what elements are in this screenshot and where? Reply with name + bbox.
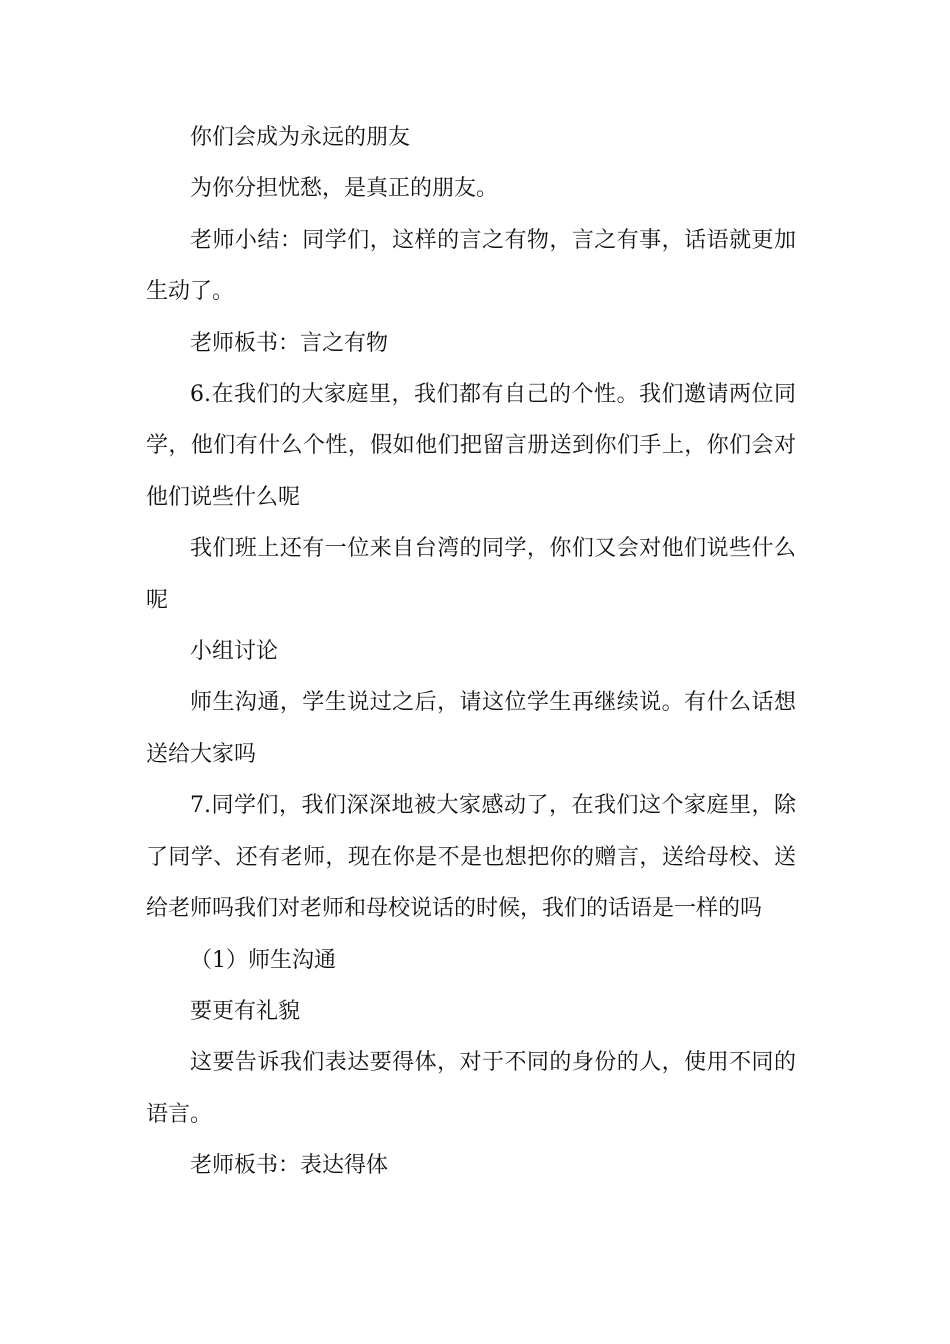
paragraph: 老师小结：同学们，这样的言之有物，言之有事，话语就更加生动了。 [146, 227, 796, 305]
paragraph: 6.在我们的大家庭里，我们都有自己的个性。我们邀请两位同学，他们有什么个性，假如他们把留言册送到你们手上，你们会对他们说些什么呢 [146, 382, 796, 510]
paragraph: （1）师生沟通 [190, 947, 336, 973]
paragraph: 7.同学们，我们深深地被大家感动了，在我们这个家庭里，除了同学、还有老师，现在你是不是也想把你的赠言，送给母校、送给老师吗我们对老师和母校说话的时候，我们的话语是一样的吗 [146, 793, 796, 922]
paragraph: 这要告诉我们表达要得体，对于不同的身份的人，使用不同的语言。 [146, 1050, 796, 1127]
paragraph: 我们班上还有一位来自台湾的同学，你们又会对他们说些什么呢 [146, 536, 796, 613]
paragraph: 小组讨论 [190, 639, 279, 665]
paragraph: 老师板书：表达得体 [190, 1153, 389, 1179]
document-body [146, 112, 796, 1192]
paragraph: 你们会成为永远的朋友 [190, 125, 411, 150]
paragraph: 为你分担忧愁，是真正的朋友。 [190, 176, 499, 202]
paragraph: 老师板书：言之有物 [190, 330, 389, 356]
paragraph: 要更有礼貌 [190, 998, 301, 1024]
paragraph: 师生沟通，学生说过之后，请这位学生再继续说。有什么话想送给大家吗 [146, 690, 796, 767]
